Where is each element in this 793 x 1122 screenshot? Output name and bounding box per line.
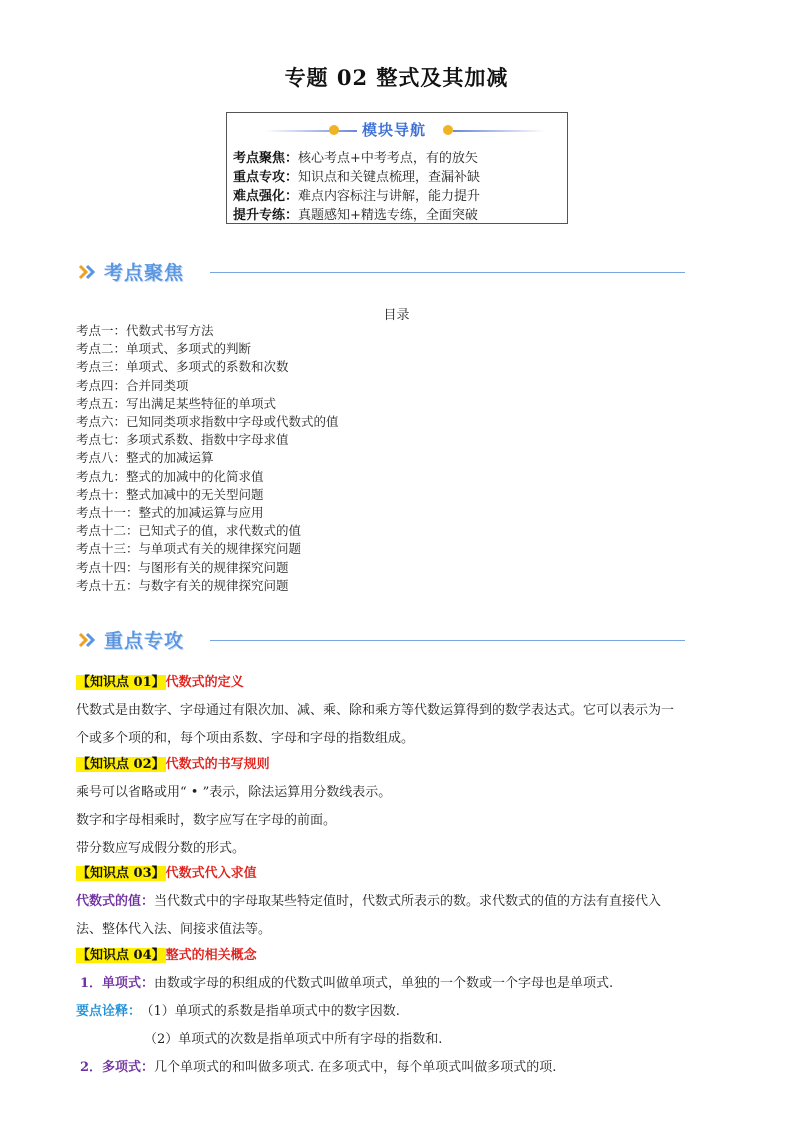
toc-item: 考点九：整式的加减中的化简求值 — [76, 468, 264, 484]
toc-item: 考点十四：与图形有关的规律探究问题 — [76, 559, 289, 575]
nav-value: 知识点和关键点梳理，查漏补缺 — [298, 170, 481, 185]
section-banner-kaodian — [78, 258, 688, 286]
toc-item: 考点十三：与单项式有关的规律探究问题 — [76, 541, 302, 557]
kp-text-span: 由数或字母的积组成的代数式叫做单项式，单独的一个数或一个字母也是单项式. — [154, 976, 614, 991]
nav-row — [233, 187, 480, 206]
nav-row — [233, 168, 480, 187]
section-title: 考点聚焦 — [104, 262, 185, 284]
toc-item: 考点十一：整式的加减运算与应用 — [76, 505, 264, 521]
kp-text-span: 当代数式中的字母取某些特定值时，代数式所表示的数。求代数式的值的方法有直接代入 — [154, 894, 662, 909]
kp-note — [76, 998, 726, 1026]
kp-heading — [76, 942, 726, 970]
kp-tag: 【知识点 01】 — [77, 675, 165, 690]
nav-row — [233, 149, 480, 168]
section-banner-zhongdian — [78, 626, 688, 654]
kp-heading — [76, 860, 726, 888]
toc-item: 考点十：整式加减中的无关型问题 — [76, 486, 264, 502]
toc-title: 目录 — [383, 308, 410, 323]
kp-name: 代数式的定义 — [165, 675, 244, 690]
toc-item: 考点二：单项式、多项式的判断 — [76, 341, 252, 357]
kp-term: 代数式的值： — [76, 894, 155, 909]
toc-item: 考点八：整式的加减运算 — [76, 450, 214, 466]
double-chevron-icon — [78, 264, 98, 280]
kp-tag: 【知识点 02】 — [77, 757, 165, 772]
kp-item — [76, 970, 726, 998]
nav-key: 难点强化： — [233, 189, 299, 204]
knowledge-point-03 — [76, 860, 726, 944]
module-navigation-header — [227, 119, 567, 141]
header-dot-icon — [329, 125, 339, 135]
toc-item: 考点五：写出满足某些特征的单项式 — [76, 395, 277, 411]
kp-term: 2．多项式： — [80, 1060, 155, 1075]
header-rule-left — [265, 130, 357, 132]
kp-tag: 【知识点 04】 — [77, 948, 165, 963]
module-navigation-list — [233, 149, 480, 225]
kp-item — [76, 1054, 726, 1082]
module-navigation-label: 模块导航 — [361, 121, 426, 139]
knowledge-point-01 — [76, 669, 726, 753]
double-chevron-icon — [78, 632, 98, 648]
section-title: 重点专攻 — [104, 630, 185, 652]
table-of-contents — [76, 322, 339, 595]
toc-item: 考点三：单项式、多项式的系数和次数 — [76, 359, 289, 375]
section-rule — [210, 640, 685, 641]
kp-tag: 【知识点 03】 — [77, 866, 165, 881]
kp-text: 法、整体代入法、间接求值法等。 — [76, 922, 272, 937]
toc-item: 考点七：多项式系数、指数中字母求值 — [76, 432, 289, 448]
kp-name: 整式的相关概念 — [165, 948, 257, 963]
nav-key: 重点专攻： — [233, 170, 299, 185]
knowledge-point-04 — [76, 942, 726, 1082]
nav-key: 提升专练： — [233, 208, 299, 223]
nav-row — [233, 206, 480, 225]
kp-term: 1．单项式： — [80, 976, 155, 991]
kp-name: 代数式代入求值 — [165, 866, 257, 881]
toc-item: 考点四：合并同类项 — [76, 377, 189, 393]
kp-name: 代数式的书写规则 — [165, 757, 270, 772]
module-navigation-box — [226, 112, 568, 224]
kp-note: （2）单项式的次数是指单项式中所有字母的指数和. — [144, 1032, 443, 1047]
nav-value: 核心考点+中考考点，有的放矢 — [298, 151, 478, 166]
kp-text: 乘号可以省略或用“ • ”表示，除法运算用分数线表示。 — [76, 785, 392, 800]
toc-item: 考点十二：已知式子的值，求代数式的值 — [76, 523, 302, 539]
nav-value: 难点内容标注与讲解，能力提升 — [298, 189, 481, 204]
kp-heading — [76, 669, 726, 697]
kp-text: 数字和字母相乘时，数字应写在字母的前面。 — [76, 813, 337, 828]
header-dot-icon — [443, 125, 453, 135]
page-title: 专题 02 整式及其加减 — [284, 65, 509, 90]
section-rule — [210, 272, 685, 273]
knowledge-point-02 — [76, 751, 726, 863]
nav-key: 考点聚焦： — [233, 151, 299, 166]
kp-text-span: （1）单项式的系数是指单项式中的数字因数. — [147, 1004, 400, 1019]
toc-item: 考点一：代数式书写方法 — [76, 323, 214, 338]
kp-text: 代数式是由数字、字母通过有限次加、减、乘、除和乘方等代数运算得到的数学表达式。它可以表示为一 — [76, 703, 675, 718]
toc-item: 考点十五：与数字有关的规律探究问题 — [76, 577, 289, 593]
toc-item: 考点六：已知同类项求指数中字母或代数式的值 — [76, 414, 339, 430]
header-rule-right — [453, 130, 545, 132]
kp-text: 带分数应写成假分数的形式。 — [76, 841, 246, 856]
kp-text-span: 几个单项式的和叫做多项式. 在多项式中，每个单项式叫做多项式的项. — [154, 1060, 557, 1075]
nav-value: 真题感知+精选专练，全面突破 — [298, 208, 478, 223]
kp-text: 个或多个项的和，每个项由系数、字母和字母的指数组成。 — [76, 731, 415, 746]
kp-heading — [76, 751, 726, 779]
kp-note-label: 要点诠释： — [76, 1004, 142, 1019]
kp-text — [76, 888, 726, 916]
